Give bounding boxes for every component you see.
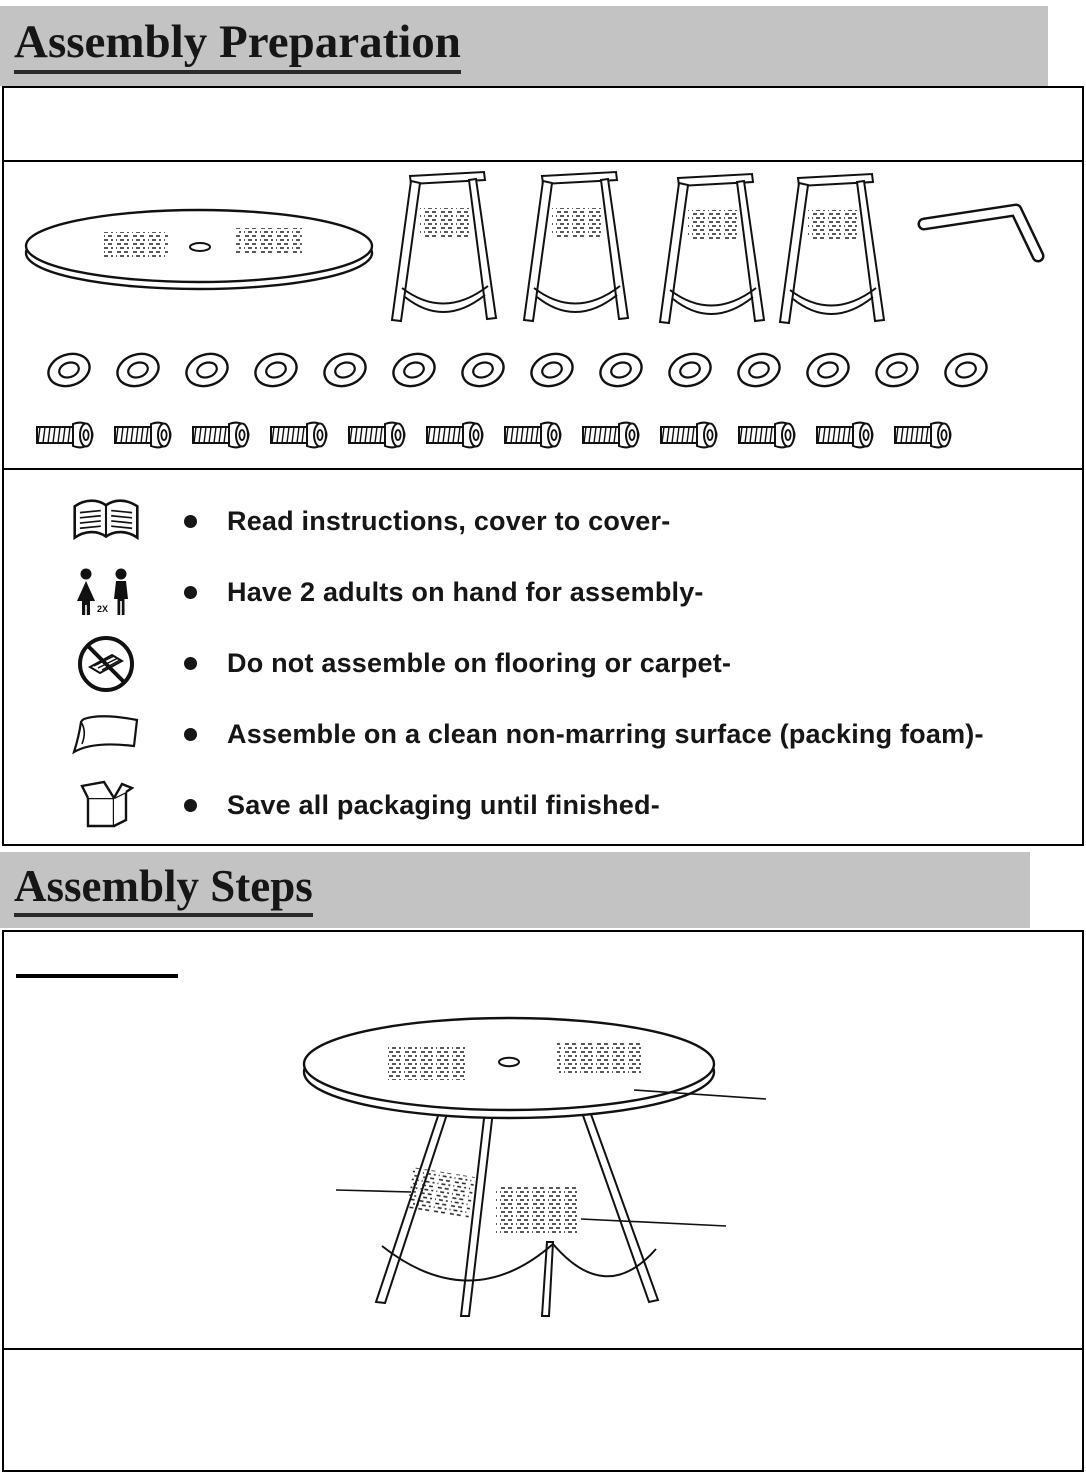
- two-adults-icon: [56, 567, 156, 619]
- hex-key-illustration: [924, 210, 1038, 256]
- note-text: Assemble on a clean non-marring surface (packing foam)-: [227, 719, 984, 749]
- adults-count-label: 2X: [97, 603, 109, 614]
- washers-row: [44, 349, 991, 391]
- step-number-underline: [16, 974, 178, 978]
- preparation-notes-box: [2, 468, 1084, 846]
- table-leg-illustration: [780, 174, 884, 323]
- table-leg-illustration: [524, 172, 628, 321]
- page-title-preparation: Assembly Preparation: [14, 18, 461, 74]
- footer-strip: [2, 1348, 1084, 1472]
- note-row-clean-surface: [4, 699, 1082, 770]
- step-1-box: [2, 930, 1084, 1350]
- assembled-legs: [376, 1106, 658, 1316]
- bolts-row: [37, 423, 951, 448]
- parts-diagram-box: [2, 160, 1084, 470]
- assembled-table-diagram: [4, 994, 1082, 1326]
- no-carpet-icon: [56, 634, 156, 694]
- bullet: [184, 657, 197, 670]
- note-text: Read instructions, cover to cover-: [227, 506, 671, 536]
- intro-strip: [2, 86, 1084, 162]
- note-text: Save all packaging until finished-: [227, 790, 660, 820]
- note-row-save-packaging: [4, 770, 1082, 841]
- bullet: [184, 515, 197, 528]
- note-row-no-carpet: [4, 628, 1082, 699]
- assembly-preparation-header: [0, 6, 1048, 86]
- table-leg-illustrations: [392, 172, 884, 323]
- parts-diagram: [4, 162, 1082, 468]
- assembly-steps-header: [0, 852, 1030, 928]
- table-top-illustration: [26, 210, 372, 289]
- foam-sheet-icon: [56, 710, 156, 760]
- callout-line-left-leg: [336, 1190, 411, 1192]
- box-icon: [56, 780, 156, 832]
- note-text: Do not assemble on flooring or carpet-: [227, 648, 732, 678]
- bullet: [184, 799, 197, 812]
- page-title-steps: Assembly Steps: [14, 863, 313, 917]
- note-row-read-instructions: [4, 486, 1082, 557]
- note-row-two-adults: [4, 557, 1082, 628]
- bullet: [184, 728, 197, 741]
- book-icon: [56, 498, 156, 546]
- table-leg-illustration: [392, 172, 496, 321]
- note-text: Have 2 adults on hand for assembly-: [227, 577, 704, 607]
- table-leg-illustration: [660, 174, 764, 323]
- bullet: [184, 586, 197, 599]
- assembled-table-top: [304, 1018, 714, 1118]
- callout-line-right-leg: [581, 1219, 726, 1226]
